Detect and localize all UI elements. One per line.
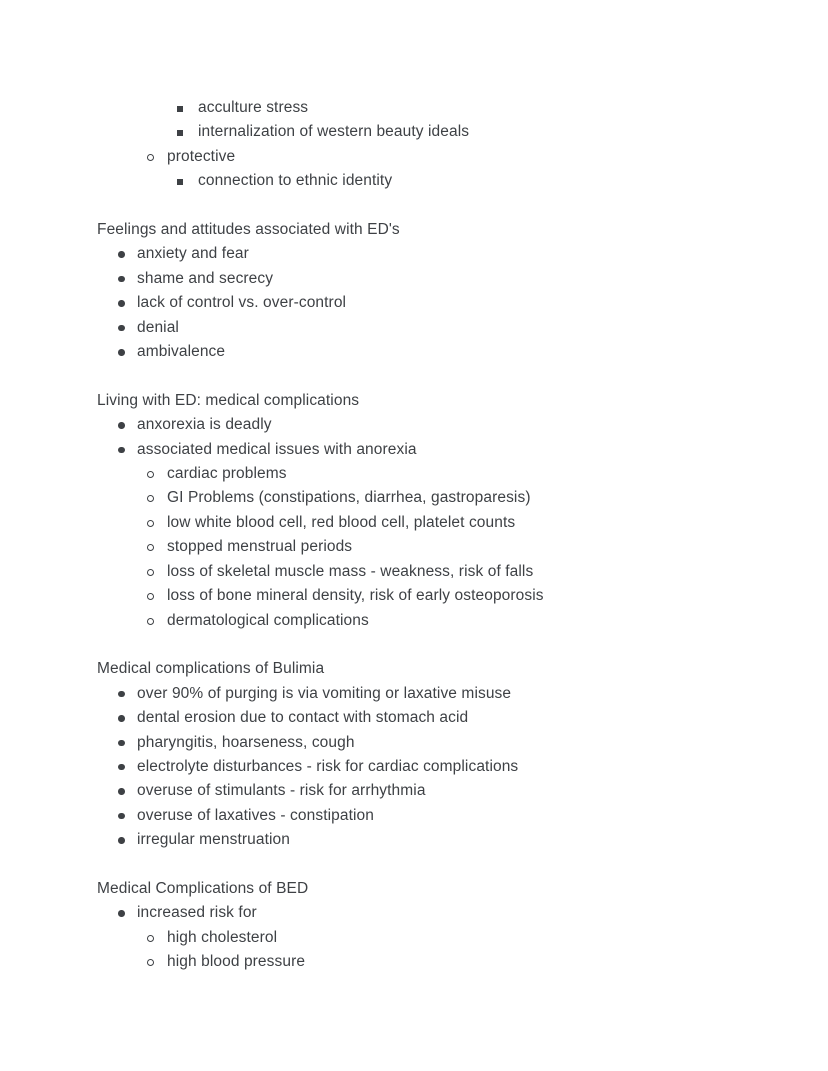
section-heading: Feelings and attitudes associated with ED's [97,221,400,239]
list-item [97,560,808,584]
list-item-text: protective [167,147,236,165]
list-item-text: anxorexia is deadly [137,416,272,434]
bullet-circle-icon [147,593,154,600]
list-item [97,120,808,144]
list-item-text: ambivalence [137,343,226,361]
list-item [97,316,808,340]
list-item-text: cardiac problems [167,465,287,483]
list-item [97,731,808,755]
bullet-disc-icon [118,740,125,747]
bullet-circle-icon [147,471,154,478]
bullet-disc-icon [118,837,125,844]
list-item-text: increased risk for [137,904,257,922]
list-item-text: irregular menstruation [137,831,290,849]
note-section [97,389,808,633]
list-item [97,242,808,266]
list-item [97,926,808,950]
note-section [97,877,808,975]
list-item [97,779,808,803]
list-item [97,96,808,120]
list-item [97,584,808,608]
list-item [97,438,808,462]
list-item-text: internalization of western beauty ideals [198,123,470,141]
notes-content [97,96,808,975]
bullet-disc-icon [118,813,125,820]
list-item [97,291,808,315]
list-item [97,267,808,291]
list-item-text: dermatological complications [167,611,369,629]
list-item [97,145,808,169]
list-item-text: shame and secrecy [137,269,274,287]
list-item [97,340,808,364]
list-item-text: connection to ethnic identity [198,172,393,190]
bullet-circle-icon [147,959,154,966]
bullet-disc-icon [118,300,125,307]
list-item-text: low white blood cell, red blood cell, platelet counts [167,513,516,531]
bullet-disc-icon [118,910,125,917]
list-item [97,486,808,510]
list-item [97,950,808,974]
list-item [97,413,808,437]
list-item [97,755,808,779]
list-item-text: overuse of stimulants - risk for arrhythmia [137,782,426,800]
list-item-text: high blood pressure [167,953,306,971]
list-item [97,535,808,559]
bullet-square-icon [177,179,183,185]
list-item-text: pharyngitis, hoarseness, cough [137,733,355,751]
list-item [97,828,808,852]
bullet-disc-icon [118,788,125,795]
list-item-text: lack of control vs. over-control [137,294,347,312]
bullet-disc-icon [118,447,125,454]
bullet-disc-icon [118,251,125,258]
bullet-disc-icon [118,276,125,283]
list-item [97,706,808,730]
list-item-text: overuse of laxatives - constipation [137,806,374,824]
list-item [97,462,808,486]
bullet-circle-icon [147,935,154,942]
list-item-text: high cholesterol [167,928,278,946]
list-item-text: stopped menstrual periods [167,538,353,556]
bullet-disc-icon [118,691,125,698]
bullet-disc-icon [118,764,125,771]
bullet-circle-icon [147,618,154,625]
list-item-text: GI Problems (constipations, diarrhea, gastroparesis) [167,489,531,507]
section-heading: Medical complications of Bulimia [97,660,325,678]
bullet-circle-icon [147,154,154,161]
list-item-text: loss of skeletal muscle mass - weakness, risk of falls [167,562,534,580]
list-item-text: associated medical issues with anorexia [137,440,417,458]
bullet-square-icon [177,106,183,112]
section-heading: Living with ED: medical complications [97,391,360,409]
list-item [97,609,808,633]
list-item-text: dental erosion due to contact with stomach acid [137,709,469,727]
list-item [97,804,808,828]
list-item-text: over 90% of purging is via vomiting or laxative misuse [137,684,512,702]
section-heading: Medical Complications of BED [97,879,309,897]
bullet-circle-icon [147,520,154,527]
note-section [97,657,808,852]
note-section [97,218,808,364]
list-item [97,901,808,925]
list-item [97,169,808,193]
list-item [97,682,808,706]
bullet-disc-icon [118,715,125,722]
bullet-disc-icon [118,422,125,429]
list-item [97,511,808,535]
bullet-circle-icon [147,495,154,502]
list-item-text: acculture stress [198,99,309,116]
list-item-text: loss of bone mineral density, risk of early osteoporosis [167,587,544,605]
bullet-square-icon [177,130,183,136]
list-item-text: electrolyte disturbances - risk for cardiac complications [137,757,519,775]
list-item-text: denial [137,318,179,336]
list-item-text: anxiety and fear [137,245,249,263]
bullet-disc-icon [118,349,125,356]
bullet-disc-icon [118,325,125,332]
bullet-circle-icon [147,569,154,576]
note-section [97,96,808,194]
bullet-circle-icon [147,544,154,551]
